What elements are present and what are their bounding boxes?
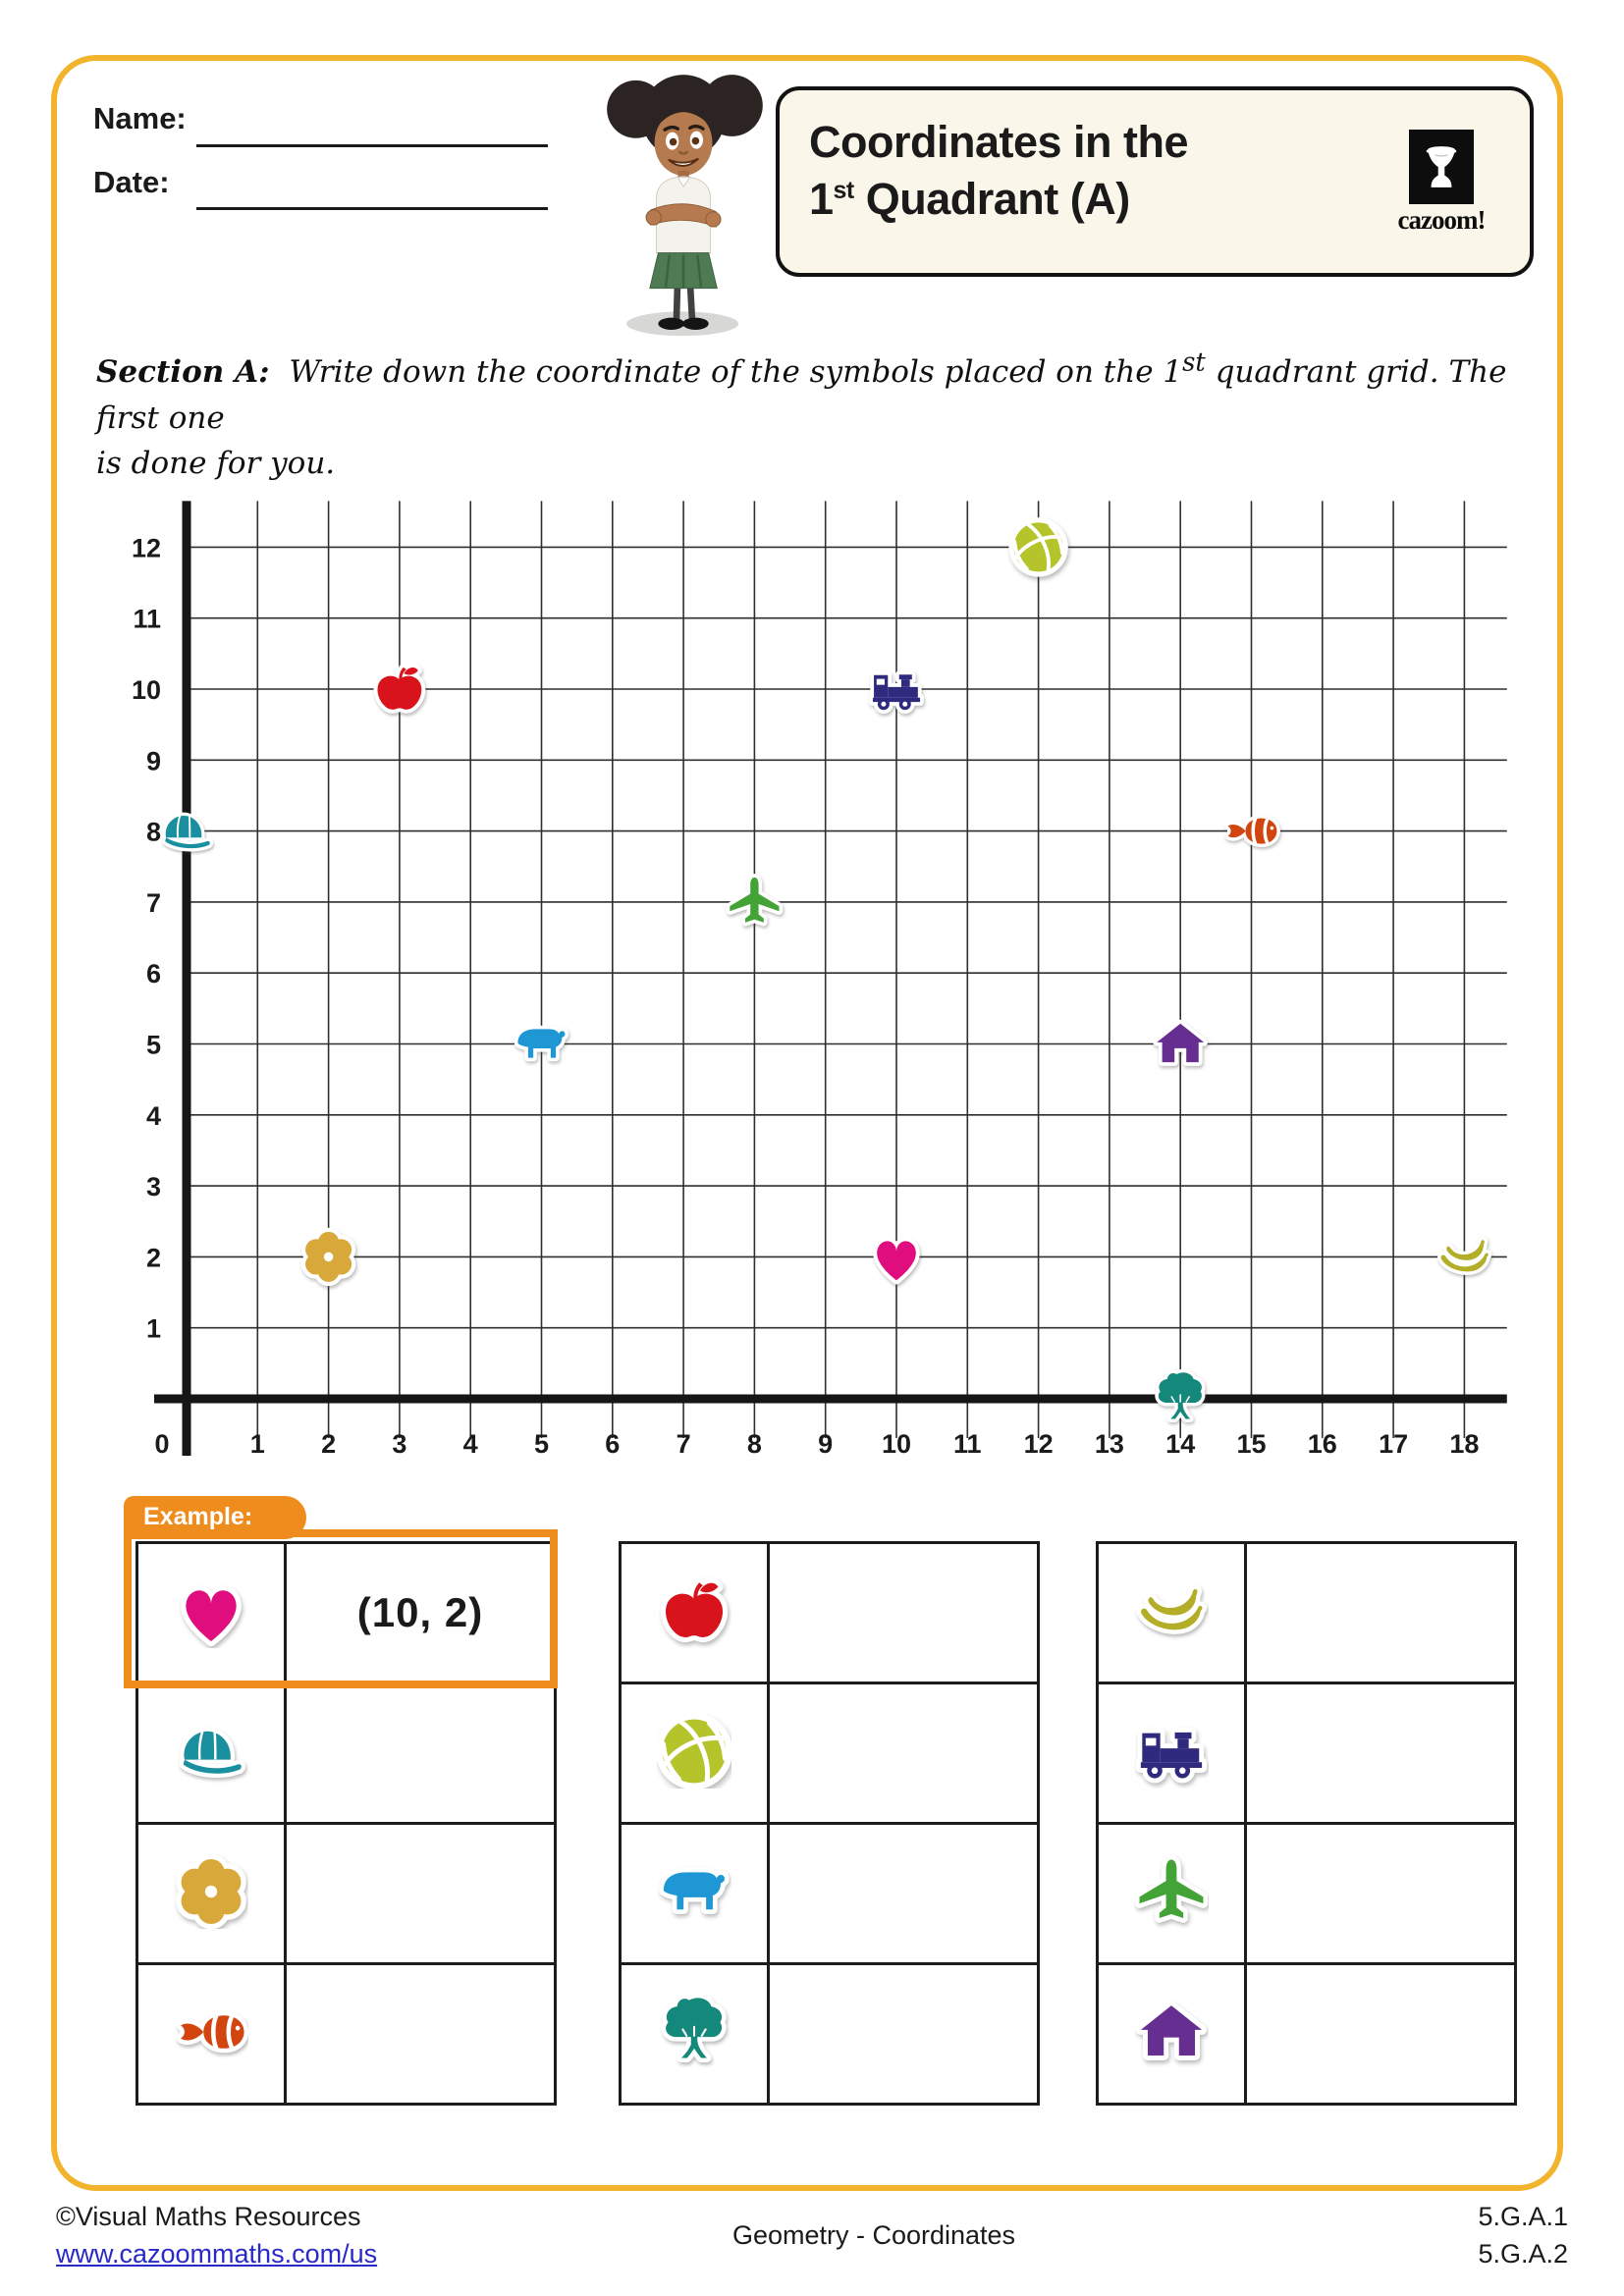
y-tick-label: 10: [131, 675, 161, 705]
y-tick-label: 8: [145, 817, 161, 847]
x-tick-label: 14: [1165, 1429, 1196, 1459]
x-tick-label: 5: [533, 1429, 550, 1459]
apple-icon: [657, 1574, 731, 1648]
symbol-cell: [621, 1683, 769, 1824]
symbol-cell: [1098, 1964, 1246, 2105]
symbol-cell: [621, 1964, 769, 2105]
x-tick-label: 0: [154, 1429, 170, 1459]
x-tick-label: 11: [953, 1429, 982, 1459]
symbol-cell: [1098, 1824, 1246, 1964]
airplane-grid-symbol: [730, 878, 779, 923]
cazoom-drum-icon: [1409, 130, 1474, 204]
y-tick-label: 3: [145, 1172, 161, 1202]
table-row: [621, 1543, 1039, 1683]
answer-cell[interactable]: [286, 1964, 556, 2105]
x-tick-label: 3: [392, 1429, 407, 1459]
x-tick-label: 8: [746, 1429, 762, 1459]
footer-standard-1: 5.G.A.1: [1478, 2202, 1568, 2231]
table-row: [1098, 1824, 1516, 1964]
symbol-cell: [621, 1824, 769, 1964]
bear-icon: [657, 1854, 731, 1929]
symbol-cell: [1098, 1543, 1246, 1683]
heart-icon: [174, 1574, 248, 1648]
x-tick-label: 7: [676, 1429, 691, 1459]
symbol-cell: [137, 1824, 286, 1964]
apple-grid-symbol: [377, 667, 421, 710]
answer-cell[interactable]: [769, 1824, 1039, 1964]
answer-table-3: [1096, 1541, 1517, 2106]
x-tick-label: 17: [1379, 1429, 1409, 1459]
table-row: [137, 1543, 556, 1683]
symbol-cell: [1098, 1683, 1246, 1824]
grid-svg: [83, 486, 1522, 1472]
symbol-cell: [137, 1683, 286, 1824]
footer-topic: Geometry - Coordinates: [731, 2220, 1016, 2250]
footer-link[interactable]: www.cazoommaths.com/us: [56, 2239, 378, 2269]
y-tick-label: 2: [145, 1243, 161, 1273]
cazoom-logo-text: cazoom!: [1397, 205, 1486, 235]
x-tick-label: 15: [1236, 1429, 1267, 1459]
fish-grid-symbol: [1228, 819, 1277, 844]
fish-icon: [174, 1995, 248, 2069]
cazoom-logo: [1382, 130, 1500, 236]
table-row: [621, 1824, 1039, 1964]
worksheet-title-box: [776, 86, 1534, 277]
name-label: Name:: [93, 101, 187, 135]
answer-cell[interactable]: [769, 1543, 1039, 1683]
symbol-cell: [137, 1964, 286, 2105]
answer-table-1: [135, 1541, 557, 2106]
table-row: [137, 1824, 556, 1964]
y-tick-label: 1: [145, 1313, 161, 1344]
answer-cell[interactable]: [1246, 1824, 1516, 1964]
y-tick-label: 11: [133, 604, 161, 634]
y-tick-label: 5: [145, 1030, 161, 1060]
footer-copyright: ©Visual Maths Resources: [56, 2202, 361, 2231]
answer-cell[interactable]: [769, 1683, 1039, 1824]
x-tick-label: 18: [1449, 1429, 1480, 1459]
x-tick-label: 16: [1307, 1429, 1337, 1459]
symbol-cell: [137, 1543, 286, 1683]
table-row: [137, 1683, 556, 1824]
x-tick-label: 12: [1023, 1429, 1054, 1459]
example-tab: Example:: [124, 1496, 306, 1539]
flower-grid-symbol: [305, 1232, 352, 1282]
table-row: [621, 1683, 1039, 1824]
x-tick-label: 4: [462, 1429, 478, 1459]
table-row: [1098, 1683, 1516, 1824]
basketball-icon: [657, 1714, 731, 1789]
answer-cell[interactable]: [1246, 1683, 1516, 1824]
answer-table-2: [619, 1541, 1040, 2106]
y-tick-label: 12: [131, 533, 161, 563]
worksheet-title-line2: 1st Quadrant (A): [809, 173, 1130, 224]
answer-cell[interactable]: [286, 1824, 556, 1964]
table-row: [137, 1964, 556, 2105]
x-tick-label: 1: [249, 1429, 265, 1459]
y-tick-label: 9: [145, 746, 161, 776]
x-tick-label: 10: [881, 1429, 912, 1459]
train-grid-symbol: [873, 674, 920, 710]
house-icon: [1134, 1995, 1209, 2069]
date-input-line[interactable]: [196, 207, 548, 210]
x-tick-label: 6: [605, 1429, 621, 1459]
cap-icon: [174, 1714, 248, 1789]
heart-grid-symbol: [877, 1241, 916, 1280]
tree-grid-symbol: [1159, 1372, 1202, 1418]
y-tick-label: 4: [145, 1100, 161, 1131]
flower-icon: [174, 1854, 248, 1929]
y-tick-label: 7: [145, 887, 161, 918]
coordinate-grid: [83, 486, 1522, 1472]
cap-grid-symbol: [165, 815, 210, 848]
y-tick-label: 6: [145, 959, 161, 989]
airplane-icon: [1134, 1854, 1209, 1929]
worksheet-title-line1: Coordinates in the: [809, 117, 1189, 167]
bananas-icon: [1134, 1574, 1209, 1648]
tree-icon: [657, 1995, 731, 2069]
date-label: Date:: [93, 165, 170, 199]
answer-cell[interactable]: [286, 1683, 556, 1824]
x-tick-label: 9: [818, 1429, 834, 1459]
table-row: [1098, 1964, 1516, 2105]
answer-table: [135, 1541, 557, 2106]
answer-cell-example: (10, 2): [286, 1543, 556, 1683]
answer-table: [1096, 1541, 1517, 2106]
answer-cell[interactable]: [769, 1964, 1039, 2105]
answer-cell[interactable]: [1246, 1543, 1516, 1683]
x-tick-label: 2: [321, 1429, 337, 1459]
symbol-cell: [621, 1543, 769, 1683]
section-a-instructions: Section A: Write down the coordinate of the symbols placed on the 1st quadrant grid. The first one is done for you.: [96, 347, 1507, 481]
table-row: [621, 1964, 1039, 2105]
x-tick-label: 13: [1094, 1429, 1124, 1459]
answer-cell[interactable]: [1246, 1964, 1516, 2105]
table-row: [1098, 1543, 1516, 1683]
student-cartoon: [581, 59, 787, 344]
basketball-grid-symbol: [1006, 514, 1071, 579]
footer-standard-2: 5.G.A.2: [1478, 2239, 1568, 2269]
train-icon: [1134, 1714, 1209, 1789]
name-input-line[interactable]: [196, 144, 548, 147]
answer-table: [619, 1541, 1040, 2106]
